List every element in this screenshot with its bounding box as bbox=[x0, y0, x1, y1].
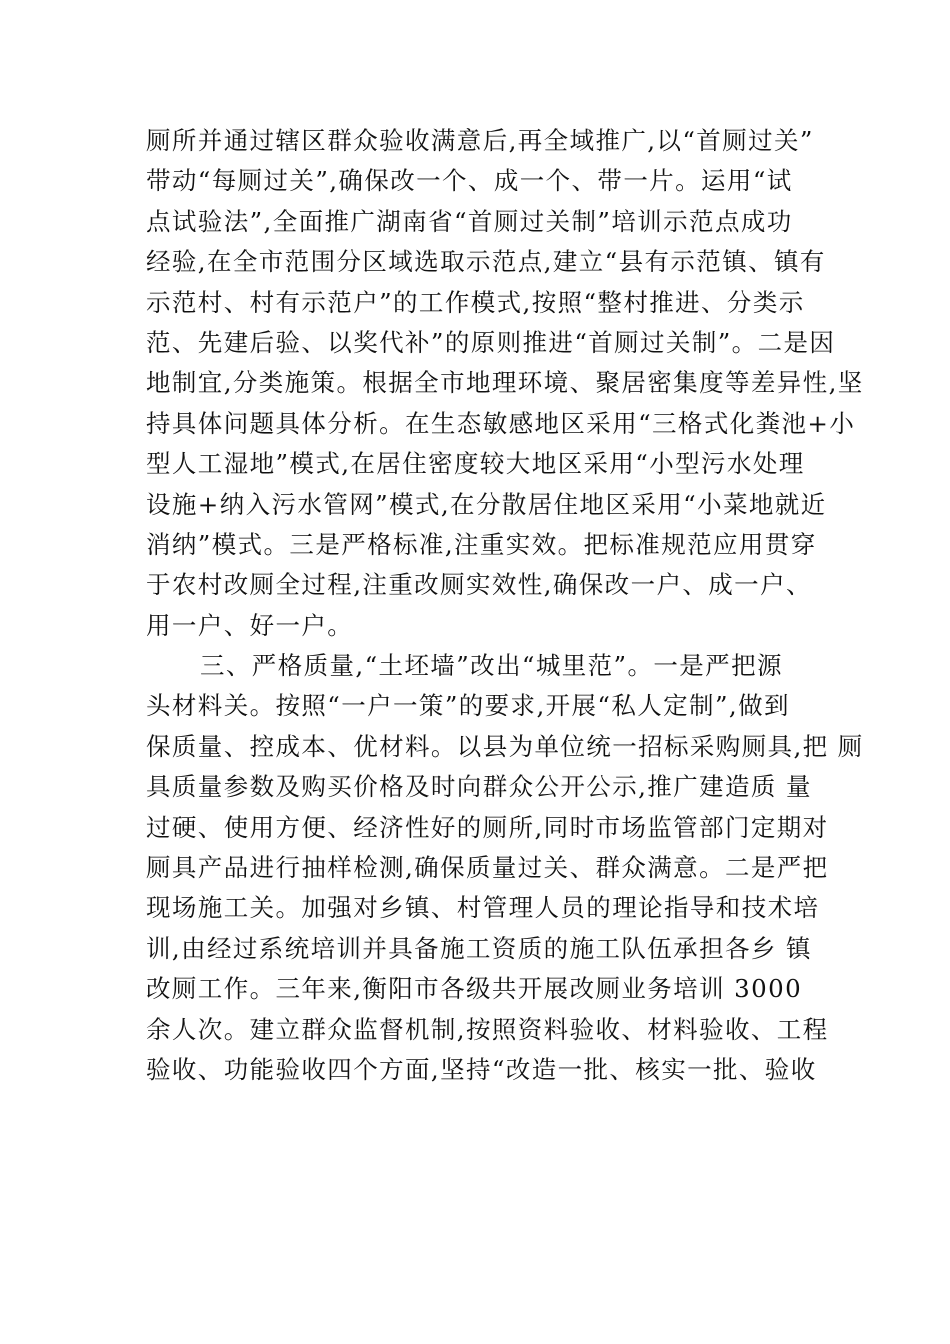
text-line: 现场施工关。加强对乡镇、村管理人员的理论指导和技术培 bbox=[146, 893, 820, 923]
text-line: 改厕工作。三年来,衡阳市各级共开展改厕业务培训 3000 bbox=[146, 974, 803, 1004]
text-line: 余人次。建立群众监督机制,按照资料验收、材料验收、工程 bbox=[146, 1014, 829, 1044]
paragraph-2 bbox=[146, 646, 864, 1090]
text-line: 验收、功能验收四个方面,坚持“改造一批、核实一批、验收 bbox=[146, 1054, 817, 1084]
text-line: 示范村、村有示范户”的工作模式,按照“整村推进、分类示 bbox=[146, 287, 805, 317]
text-line: 带动“每厕过关”,确保改一个、成一个、带一片。运用“试 bbox=[146, 166, 793, 196]
text-line: 地制宜,分类施策。根据全市地理环境、聚居密集度等差异性,坚 bbox=[146, 368, 864, 398]
text-line: 持具体问题具体分析。在生态敏感地区采用“三格式化粪池+小 bbox=[146, 408, 856, 438]
text-line: 点试验法”,全面推广湖南省“首厕过关制”培训示范点成功 bbox=[146, 206, 793, 236]
text-line: 用一户、好一户。 bbox=[146, 610, 354, 640]
text-line: 保质量、控成本、优材料。以县为单位统一招标采购厕具,把 厕 bbox=[146, 731, 864, 761]
body-text bbox=[146, 121, 864, 1090]
text-line: 于农村改厕全过程,注重改厕实效性,确保改一户、成一户、 bbox=[146, 570, 812, 600]
text-line: 过硬、使用方便、经济性好的厕所,同时市场监管部门定期对 bbox=[146, 812, 829, 842]
text-line: 范、先建后验、以奖代补”的原则推进“首厕过关制”。二是因 bbox=[146, 327, 836, 357]
text-line: 头材料关。按照“一户一策”的要求,开展“私人定制”,做到 bbox=[146, 691, 790, 721]
text-line: 厕所并通过辖区群众验收满意后,再全域推广,以“首厕过关” bbox=[146, 126, 814, 155]
text-line: 经验,在全市范围分区域选取示范点,建立“县有示范镇、镇有 bbox=[146, 247, 826, 277]
section-heading-line: 三、严格质量,“土坯墙”改出“城里范”。一是严把源 bbox=[200, 651, 783, 681]
text-line: 型人工湿地”模式,在居住密度较大地区采用“小型污水处理 bbox=[146, 449, 805, 479]
text-line: 厕具产品进行抽样检测,确保质量过关、群众满意。二是严把 bbox=[146, 853, 829, 883]
paragraph-1 bbox=[146, 121, 864, 646]
text-line: 训,由经过系统培训并具备施工资质的施工队伍承担各乡 镇 bbox=[146, 933, 812, 963]
text-line: 具质量参数及购买价格及时向群众公开公示,推广建造质 量 bbox=[146, 772, 812, 802]
text-line: 消纳”模式。三是严格标准,注重实效。把标准规范应用贯穿 bbox=[146, 529, 817, 559]
text-line: 设施+纳入污水管网”模式,在分散居住地区采用“小菜地就近 bbox=[146, 489, 827, 519]
